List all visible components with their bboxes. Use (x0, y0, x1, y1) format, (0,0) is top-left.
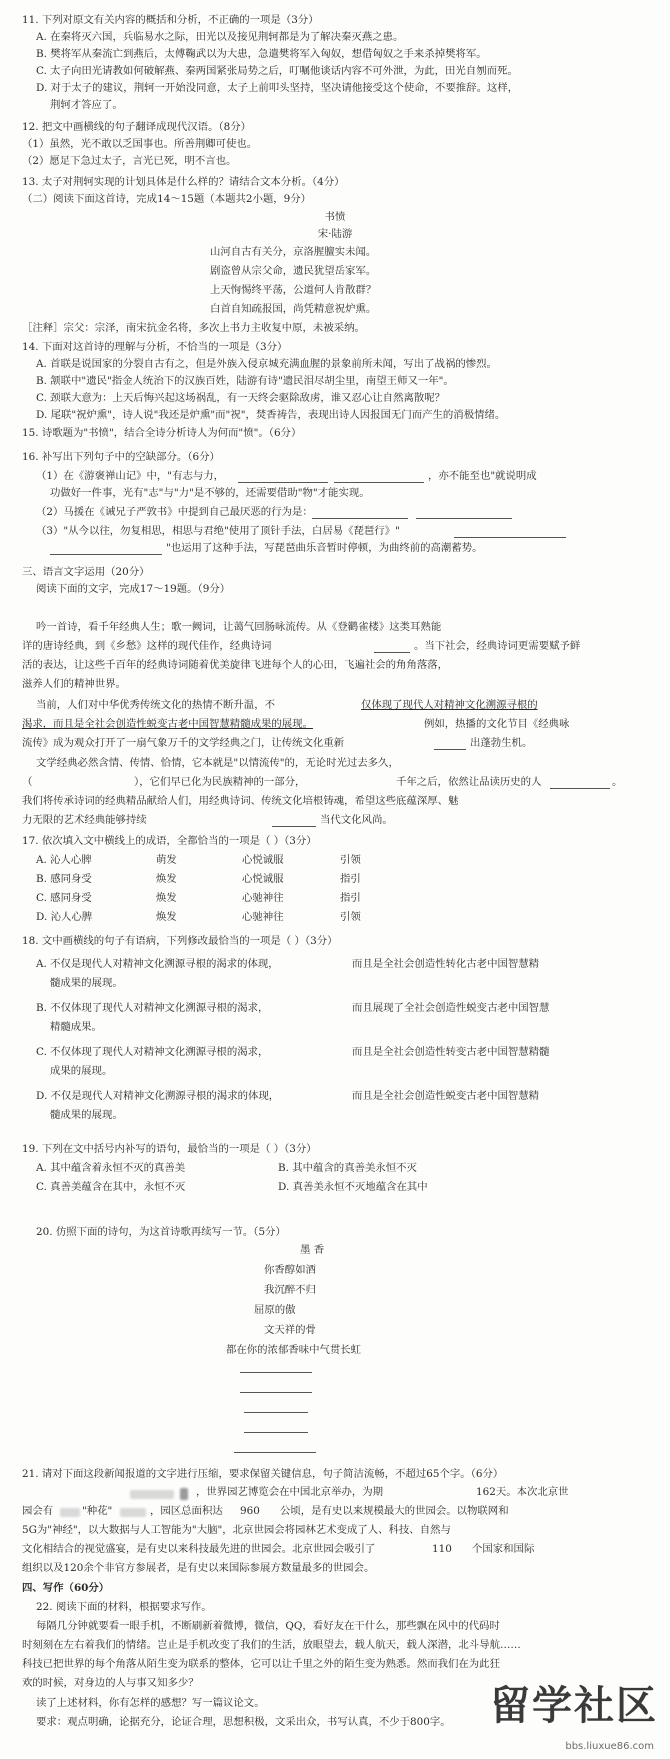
q22-stem: 22. 阅读下面的材料，根据要求写作。 (36, 1601, 212, 1613)
poem-line: 上天恂惕终平荡，公道何人肯散群？ (210, 284, 377, 296)
q21-line: 园会有 (22, 1505, 54, 1517)
q12-sentence-1: （1）虽然，光不敢以乏国事也。所善荆卿可使也。 (22, 138, 258, 150)
section-3-intro: 阅读下面的文字，完成17～19题。（9分） (36, 583, 231, 595)
q21-line: 个国家和国际 (472, 1543, 535, 1555)
section-4-heading: 四、写作（60分） (22, 1582, 110, 1594)
q11-option-b: B. 樊将军从秦流亡到燕后，太傅鞠武以为大患，急遣樊将军入匈奴，想借匈奴之手来杀掉樊将军。 (36, 48, 487, 60)
poem-note: ［注释］宗父：宗泽，南宋抗金名将，多次上书力主收复中原，未被采纳。 (22, 322, 365, 334)
answer-blank[interactable] (416, 518, 512, 519)
watermark-url: bbs.liuxue86.com (565, 1740, 654, 1752)
paren-blank: （ (22, 776, 33, 788)
q21-line: 组织以及120余个非官方参展者，是有史以来国际参展方数量最多的世园会。 (22, 1562, 375, 1574)
q21-line: 文化相结合的视觉盛宴，是有史以来科技最先进的世园会。北京世园会吸引了 (22, 1543, 376, 1555)
passage-line: 我们将传承诗词的经典精品献给人们，用经典诗词、传统文化培根铸魂，希望这些底蕴深厚、魅 (22, 795, 459, 807)
q19-stem: 19. 下列在文中括号内补写的语句，最恰当的一项是（ ）（3分） (22, 1143, 317, 1155)
q20-poem-line: 我沉醉不归 (264, 1284, 316, 1296)
answer-blank[interactable] (272, 826, 316, 827)
q20-poem-title: 墨 香 (300, 1244, 325, 1256)
q18-option-b: B. 不仅体现了现代人对精神文化溯源寻根的渴求， (36, 1002, 269, 1014)
passage-line: ），它们早已化为民族精神的一部分， (134, 776, 306, 788)
q17-option: 心悦诚服 (242, 873, 284, 885)
q22-material: 每隔几分钟就要看一眼手机，不断刷新着微博，微信，QQ，看好友在干什么，那些飘在风中的代码时 (36, 1620, 500, 1632)
q17-option: 心驰神往 (242, 911, 284, 923)
underlined-sentence: 渴求，而且是全社会创造性蜕变古老中国智慧精髓成果的展现。 (22, 718, 313, 730)
q18-option-c: 成果的展现。 (50, 1065, 113, 1077)
answer-blank[interactable] (334, 482, 424, 483)
q17-option: 萌发 (156, 854, 177, 866)
q16-item-3a: （3）"从今以往，勿复相思，相思与君绝"使用了顶针手法，白居易《琵琶行》" (36, 525, 400, 537)
q17-option: 指引 (340, 892, 361, 904)
q18-option-d: D. 不仅是现代人对精神文化溯源寻根的渴求的体现， (36, 1090, 280, 1102)
passage-line: 。当下社会，经典诗词更需要赋予鲜 (414, 640, 581, 652)
q14-option-a: A. 首联是说国家的分裂自古有之，但是外族入侵京城充满血腥的景象前所未闻，写出了战祸的惨烈。 (36, 358, 497, 370)
answer-blank[interactable] (234, 1452, 316, 1453)
q17-option: D. 沁人心脾 (36, 911, 93, 923)
q17-stem: 17. 依次填入文中横线上的成语，全都恰当的一项是（ ）（3分） (22, 835, 317, 847)
passage-line: 力无限的艺术经典能够持续 (22, 814, 147, 826)
q16-item-2: （2）马援在《诫兄子严敦书》中提到自己最厌恶的行为是： (36, 506, 313, 518)
passage-line: 文学经典必然含情、传情、恰情，它本就是"以情流传"的，无论时光过去多久， (36, 757, 399, 769)
q22-material: 科技已把世界的每个角落从陌生变为联系的整体，它可以让千里之外的陌生变为熟悉。然而我们在为此狂 (22, 1658, 500, 1670)
q20-poem-line: 你香醇如酒 (264, 1264, 316, 1276)
q17-option: 焕发 (156, 873, 177, 885)
q20-poem-line: 屈原的傲 (254, 1304, 296, 1316)
q17-option: 引领 (340, 911, 361, 923)
answer-blank[interactable] (240, 1392, 312, 1393)
answer-blank[interactable] (434, 749, 466, 750)
poem-line: 白首自知疏报国，尚凭精意祝炉熏。 (210, 303, 377, 315)
q21-line: ，园区总面积达 (150, 1505, 223, 1517)
poem-line: 剧盗曾从宗父命，遗民犹望岳家军。 (210, 265, 377, 277)
q18-option-d: 而且是全社会创造性蜕变古老中国智慧精 (352, 1090, 540, 1102)
q18-option-a: A. 不仅是现代人对精神文化溯源寻根的渴求的体现， (36, 958, 279, 970)
q21-line: 5G为"神经"，以大数据与人工智能为"大脑"，北京世园会将园林艺术变成了人、科技、自然与 (22, 1524, 451, 1536)
passage-line: 出蓬勃生机。 (470, 737, 533, 749)
q13-stem: 13. 太子对荆轲实现的计划具体是什么样的？请结合文本分析。（4分） (22, 176, 345, 188)
blurred-text (60, 1508, 80, 1517)
q18-stem: 18. 文中画横线的句子有语病，下列修改最恰当的一项是（ ）（3分） (22, 935, 338, 947)
q16-item-1c: 功做好一件事，光有"志"与"力"是不够的，还需要借助"物"才能实现。 (50, 487, 370, 499)
q21-line: ，世界园艺博览会在中国北京举办，为期 (196, 1486, 384, 1498)
q18-option-c: C. 不仅体现了现代人对精神文化溯源寻根的渴求， (36, 1046, 269, 1058)
passage-line: 。 (612, 776, 623, 788)
q11-option-d-cont: 荆轲才答应了。 (50, 99, 123, 111)
passage-line: 流传》成为观众打开了一扇气象万千的文学经典之门，让传统文化重新 (22, 737, 345, 749)
q20-poem-line: 文天祥的骨 (264, 1324, 316, 1336)
poem-line: 山河自古有关分，京洛腥膻实未闻。 (210, 246, 377, 258)
passage-line: 滋养人们的精神世界。 (22, 678, 126, 690)
q21-line: 公顷，是有史以来规模最大的世园会。以物联网和 (280, 1505, 509, 1517)
blurred-text (130, 1490, 174, 1499)
q17-option: 指引 (340, 873, 361, 885)
q19-option-a: A. 其中蕴含着永恒不灭的真善美 (36, 1162, 186, 1174)
q14-option-c: C. 颈联大意为：上天后悔兴起这场祸乱，有一天终会驱除敌虏，谁又忍心让自然离散呢？ (36, 392, 446, 404)
q18-option-a: 而且是全社会创造性转化古老中国智慧精 (352, 958, 540, 970)
answer-blank[interactable] (244, 1432, 308, 1433)
q16-item-3b: "也运用了这种手法，写琵琶曲乐音暂时停顿，为曲终前的高潮蓄势。 (166, 542, 483, 554)
q17-option: C. 感同身受 (36, 892, 92, 904)
site-watermark (448, 1681, 658, 1755)
answer-blank[interactable] (374, 652, 410, 653)
q14-option-d: D. 尾联"祝炉熏"，诗人说"我还是炉熏"而"祝"，焚香祷告，表现出诗人因报国无门而产生的消极情绪。 (36, 409, 506, 421)
answer-blank[interactable] (550, 788, 610, 789)
answer-blank[interactable] (312, 518, 408, 519)
q19-option-d: D. 真善美永恒不灭地蕴含在其中 (278, 1181, 428, 1193)
answer-blank[interactable] (454, 537, 566, 538)
q22-material: 时刻刻在左右着我们的情绪。岂止是手机改变了我们的生活，放眼望去，载人航天，载人深潜，北斗导航…… (22, 1639, 521, 1651)
q18-option-b: 精髓成果。 (50, 1021, 102, 1033)
passage-line: 详的唐诗经典，到《乡愁》这样的现代佳作，经典诗词 (22, 640, 272, 652)
q21-stem: 21. 请对下面这段新闻报道的文字进行压缩，要求保留关键信息，句子简洁流畅，不超过65个字。（6分） (22, 1468, 504, 1480)
q11-option-a: A. 在秦将灭六国，兵临易水之际，田光以及接见荆轲都是为了解决秦灭燕之患。 (36, 31, 404, 43)
q20-poem-line: 都在你的浓郁香味中气贯长虹 (226, 1344, 362, 1356)
answer-blank[interactable] (50, 554, 162, 555)
q18-option-d: 髓成果的展现。 (50, 1109, 123, 1121)
q16-item-1a: （1）在《游褒禅山记》中，"有志与力， (36, 470, 225, 482)
q22-requirement: 要求：观点明确，论据充分，论证合理，思想积极，文采出众，书写认真，不少于800字。 (36, 1716, 451, 1728)
q22-requirement: 读了上述材料，你有怎样的感想？写一篇议论文。 (36, 1697, 265, 1709)
q16-stem: 16. 补写出下列句子中的空缺部分。（6分） (22, 451, 220, 463)
q21-line: 960 (240, 1505, 260, 1517)
section-3-heading: 三、语言文字运用（20分） (22, 566, 150, 578)
q11-option-c: C. 太子向田光请教如何破解燕、秦两国紧张局势之后，叮嘱他谈话内容不可外泄，为此，田光自刎而死。 (36, 65, 518, 77)
q17-option: B. 感同身受 (36, 873, 92, 885)
blurred-text (120, 1508, 146, 1517)
q19-option-c: C. 真善美蕴含在其中，永恒不灭 (36, 1181, 186, 1193)
q18-option-c: 而且是全社会创造性转变古老中国智慧精髓 (352, 1046, 550, 1058)
q18-option-b: 而且展现了全社会创造性蜕变古老中国智慧 (352, 1002, 550, 1014)
q12-stem: 12. 把文中画横线的句子翻译成现代汉语。（8分） (22, 121, 252, 133)
q17-option: 焕发 (156, 892, 177, 904)
q11-option-d: D. 对于太子的建议，荆轲一开始没同意，太子上前叩头坚持，坚决请他接受这个使命，不要推辞。这样， (36, 82, 519, 94)
answer-blank[interactable] (240, 1372, 312, 1373)
underlined-sentence: 仅体现了现代人对精神文化溯源寻根的 (361, 699, 538, 711)
passage-line: 例如，热播的文化节目《经典咏 (424, 718, 570, 730)
q17-option: A. 沁人心脾 (36, 854, 92, 866)
q12-sentence-2: （2）愿足下急过太子，言光已死，明不言也。 (22, 155, 237, 167)
q16-item-1b: ，亦不能至也"就说明成 (428, 470, 537, 482)
q21-line: "种花" (82, 1505, 113, 1517)
q17-option: 引领 (340, 854, 361, 866)
passage-line: 活的表达，让这些千百年的经典诗词随着优美旋律飞进每个人的心田，飞遍社会的角角落落， (22, 659, 449, 671)
poem-title: 书愤 (324, 211, 346, 223)
q17-option: 焕发 (156, 911, 177, 923)
q15-stem: 15. 诗歌题为"书愤"，结合全诗分析诗人为何而"愤"。（6分） (22, 427, 302, 439)
passage-line: 当代文化风尚。 (320, 814, 393, 826)
q21-line: 110 (432, 1543, 452, 1555)
q18-option-a: 髓成果的展现。 (50, 977, 123, 989)
answer-blank[interactable] (244, 1412, 308, 1413)
q17-option: 心悦诚服 (242, 854, 284, 866)
q19-option-b: B. 其中蕴含的真善美永恒不灭 (278, 1162, 417, 1174)
poem-author: 宋·陆游 (317, 228, 353, 240)
q22-material: 欢的时候，对身边的人与事又知多少？ (22, 1677, 199, 1689)
blurred-text (180, 1488, 188, 1500)
passage-line: 当前，人们对中华优秀传统文化的热情不断升温，不 (36, 699, 275, 711)
answer-blank[interactable] (238, 482, 328, 483)
q14-stem: 14. 下面对这首诗的理解与分析，不恰当的一项是（3分） (22, 341, 288, 353)
passage-line: 吟一首诗，看千年经典人生；歌一阙词，让蔼气回肠咏流传。从《登鹳雀楼》这类耳熟能 (36, 621, 442, 633)
watermark-logo-text: 留学社区 (490, 1683, 658, 1729)
q11-stem: 11. 下列对原文有关内容的概括和分析，不正确的一项是（3分） (22, 14, 319, 26)
q21-line: 162天。本次北京世 (476, 1486, 569, 1498)
q17-option: 心驰神往 (242, 892, 284, 904)
section-2-heading: （二）阅读下面这首诗，完成14～15题（本题共2小题，9分） (22, 193, 312, 205)
q20-stem: 20. 仿照下面的诗句，为这首诗歌再续写一节。（5分） (36, 1226, 286, 1238)
passage-line: 千年之后，依然让品读历史的人 (396, 776, 542, 788)
q14-option-b: B. 颔联中"遗民"指金人统治下的汉族百姓，陆游有诗"遗民泪尽胡尘里，南望王师又一年"。 (36, 375, 454, 387)
